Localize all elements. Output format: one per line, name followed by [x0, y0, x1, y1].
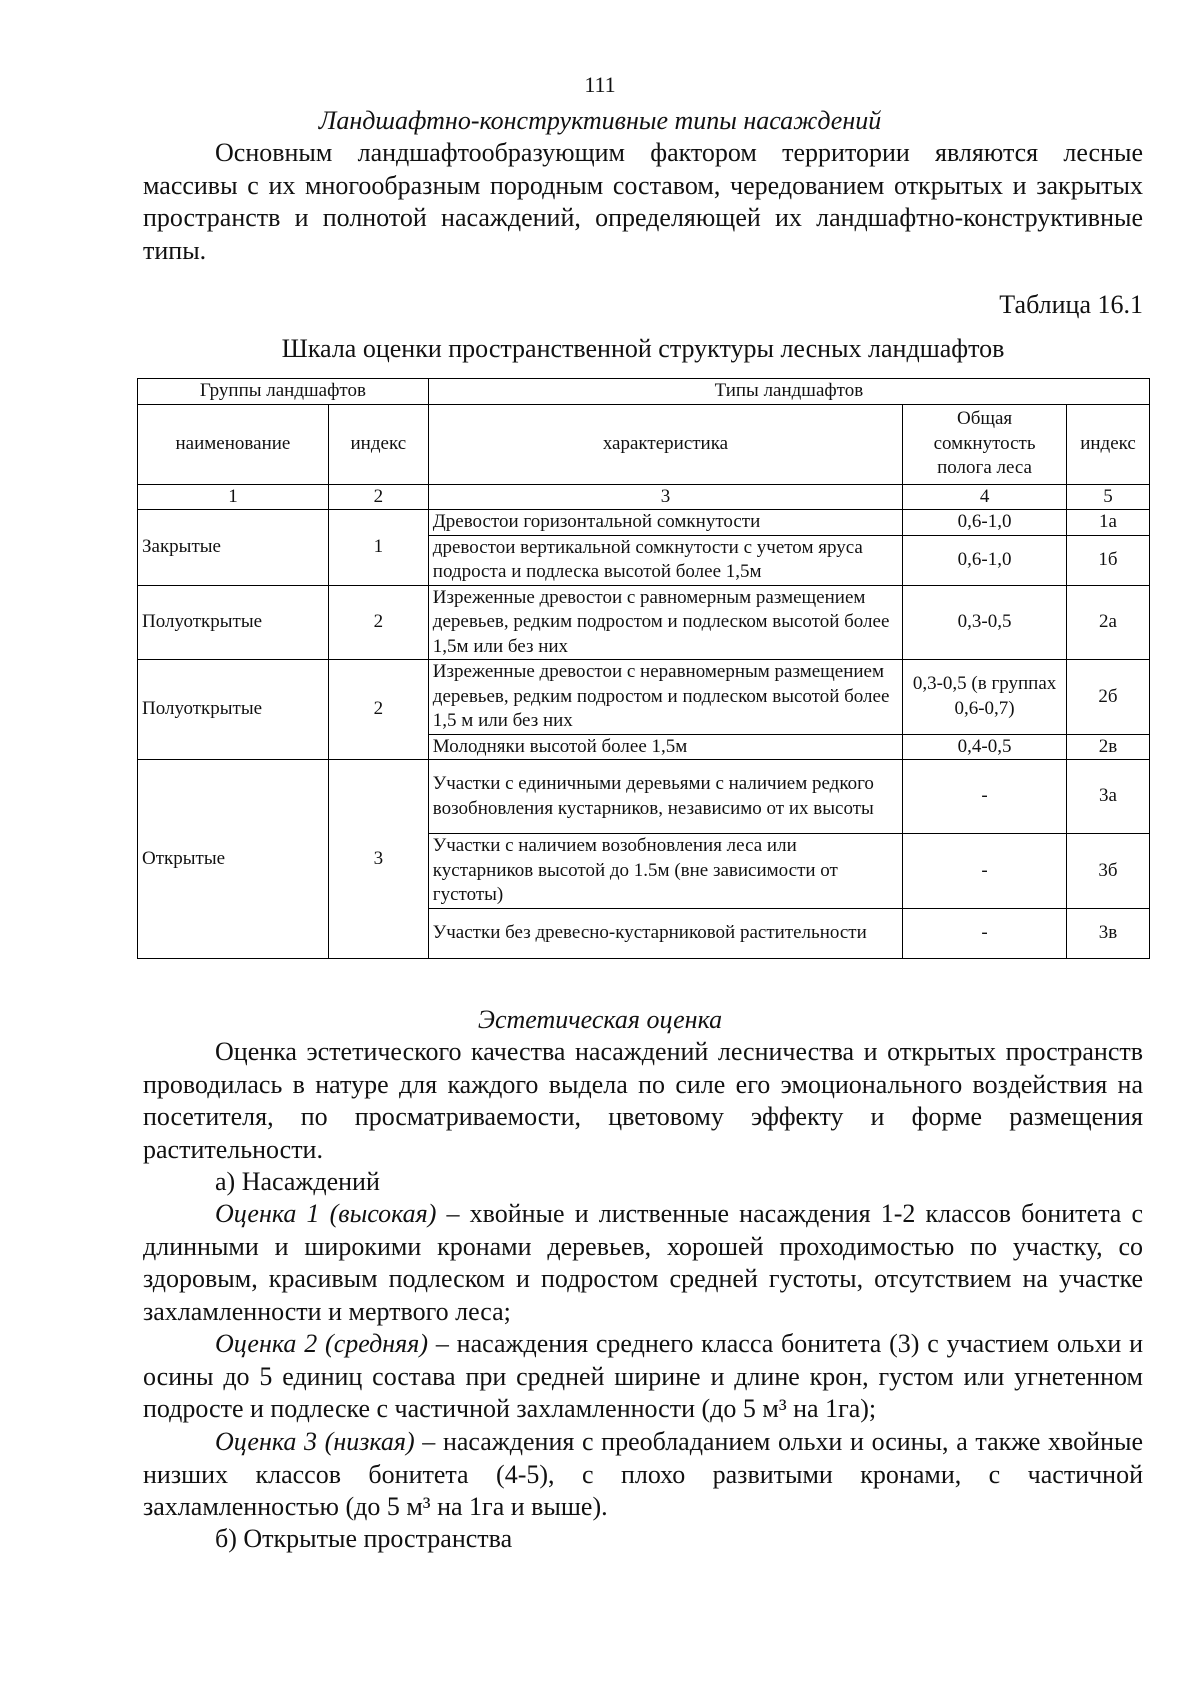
grade-2-paragraph — [143, 1328, 1143, 1426]
table-row — [138, 510, 1150, 536]
characteristic-cell: Изреженные древостои с неравномерным размещением деревьев, редким подростом и подлеском высотой более 1,5 м или без них — [428, 660, 902, 735]
type-index-cell: 1б — [1067, 535, 1150, 585]
grade-2-label: Оценка 2 (средняя) — [215, 1329, 429, 1358]
column-number: 3 — [428, 484, 902, 510]
group-index: 2 — [328, 585, 428, 660]
grade-2-text: – насаждения среднего класса бонитета (3) с участием ольхи и осины до 5 единиц состава при средней ширине и длине крон, густом или угнетенном подросте и подлеске с частичной захламленности (до 5 м³ на 1га); — [143, 1329, 1143, 1423]
type-index-cell: 3в — [1067, 908, 1150, 958]
column-number: 1 — [138, 484, 329, 510]
table-row — [138, 585, 1150, 660]
table-row — [138, 760, 1150, 834]
type-index-cell: 2б — [1067, 660, 1150, 735]
column-number: 2 — [328, 484, 428, 510]
density-cell: 0,6-1,0 — [903, 535, 1067, 585]
header-characteristic: характеристика — [428, 404, 902, 484]
table-number: Таблица 16.1 — [999, 290, 1143, 319]
density-cell: 0,4-0,5 — [903, 734, 1067, 760]
grade-3-label: Оценка 3 (низкая) — [215, 1427, 415, 1456]
section-title-aesthetic: Эстетическая оценка — [477, 1005, 723, 1034]
grade-1-paragraph — [143, 1198, 1143, 1328]
table-row — [138, 660, 1150, 735]
header-landscape-types: Типы ландшафтов — [428, 379, 1149, 405]
group-index: 2 — [328, 660, 428, 760]
column-number: 4 — [903, 484, 1067, 510]
landscape-structure-table — [137, 378, 1150, 959]
density-cell: - — [903, 760, 1067, 834]
group-index: 3 — [328, 760, 428, 959]
header-landscape-groups: Группы ландшафтов — [138, 379, 429, 405]
density-cell: 0,6-1,0 — [903, 510, 1067, 536]
characteristic-cell: Молодняки высотой более 1,5м — [428, 734, 902, 760]
group-name: Открытые — [138, 760, 329, 959]
group-name: Закрытые — [138, 510, 329, 586]
characteristic-cell: Участки с единичными деревьями с наличием редкого возобновления кустарников, независимо от их высоты — [428, 760, 902, 834]
subheading-plantings: а) Насаждений — [215, 1167, 380, 1196]
characteristic-cell: древостои вертикальной сомкнутости с учетом яруса подроста и подлеска высотой более 1,5м — [428, 535, 902, 585]
grade-1-text: – хвойные и лиственные насаждения 1-2 классов бонитета с длинными и широкими кронами деревьев, хорошей проходимостью по участку, со здоровым, красивым подлеском и подростом средней густоты, отсутствием на участке захламленности и мертвого леса; — [143, 1199, 1143, 1326]
type-index-cell: 3а — [1067, 760, 1150, 834]
grade-3-text: – насаждения с преобладанием ольхи и осины, а также хвойные низших классов бонитета (4-5), с плохо развитыми кронами, с частичной захламленностью (до 5 м³ на 1га и выше). — [143, 1427, 1143, 1521]
characteristic-cell: Участки без древесно-кустарниковой растительности — [428, 908, 902, 958]
intro-paragraph: Основным ландшафтообразующим фактором территории являются лесные массивы с их многообразным породным составом, чередованием открытых и закрытых пространств и полнотой насаждений, определяющей их ландшафтно-конструктивные типы. — [143, 138, 1143, 265]
group-name: Полуоткрытые — [138, 660, 329, 760]
density-cell: - — [903, 908, 1067, 958]
type-index-cell: 1а — [1067, 510, 1150, 536]
characteristic-cell: Изреженные древостои с равномерным размещением деревьев, редким подростом и подлеском высотой более 1,5м или без них — [428, 585, 902, 660]
grade-1-label: Оценка 1 (высокая) — [215, 1199, 437, 1228]
header-type-index: индекс — [1067, 404, 1150, 484]
type-index-cell: 3б — [1067, 834, 1150, 909]
page-number: 111 — [584, 72, 616, 97]
grade-3-paragraph — [143, 1426, 1143, 1524]
density-cell: 0,3-0,5 — [903, 585, 1067, 660]
aesthetic-paragraph: Оценка эстетического качества насаждений лесничества и открытых пространств проводилась в натуре для каждого выдела по силе его эмоционального воздействия на посетителя, по просматриваемости, цветовому эффекту и форме размещения растительности. — [143, 1037, 1143, 1164]
characteristic-cell: Древостои горизонтальной сомкнутости — [428, 510, 902, 536]
section-title-landscape-types: Ландшафтно-конструктивные типы насаждений — [318, 106, 882, 135]
group-name: Полуоткрытые — [138, 585, 329, 660]
density-cell: - — [903, 834, 1067, 909]
density-cell: 0,3-0,5 (в группах 0,6-0,7) — [903, 660, 1067, 735]
subheading-open-spaces: б) Открытые пространства — [215, 1524, 513, 1553]
header-index: индекс — [328, 404, 428, 484]
header-canopy-density: Общая сомкнутость полога леса — [903, 404, 1067, 484]
table-title: Шкала оценки пространственной структуры лесных ландшафтов — [281, 334, 1005, 363]
type-index-cell: 2а — [1067, 585, 1150, 660]
column-number: 5 — [1067, 484, 1150, 510]
characteristic-cell: Участки с наличием возобновления леса или кустарников высотой до 1.5м (вне зависимости от густоты) — [428, 834, 902, 909]
type-index-cell: 2в — [1067, 734, 1150, 760]
group-index: 1 — [328, 510, 428, 586]
header-name: наименование — [138, 404, 329, 484]
